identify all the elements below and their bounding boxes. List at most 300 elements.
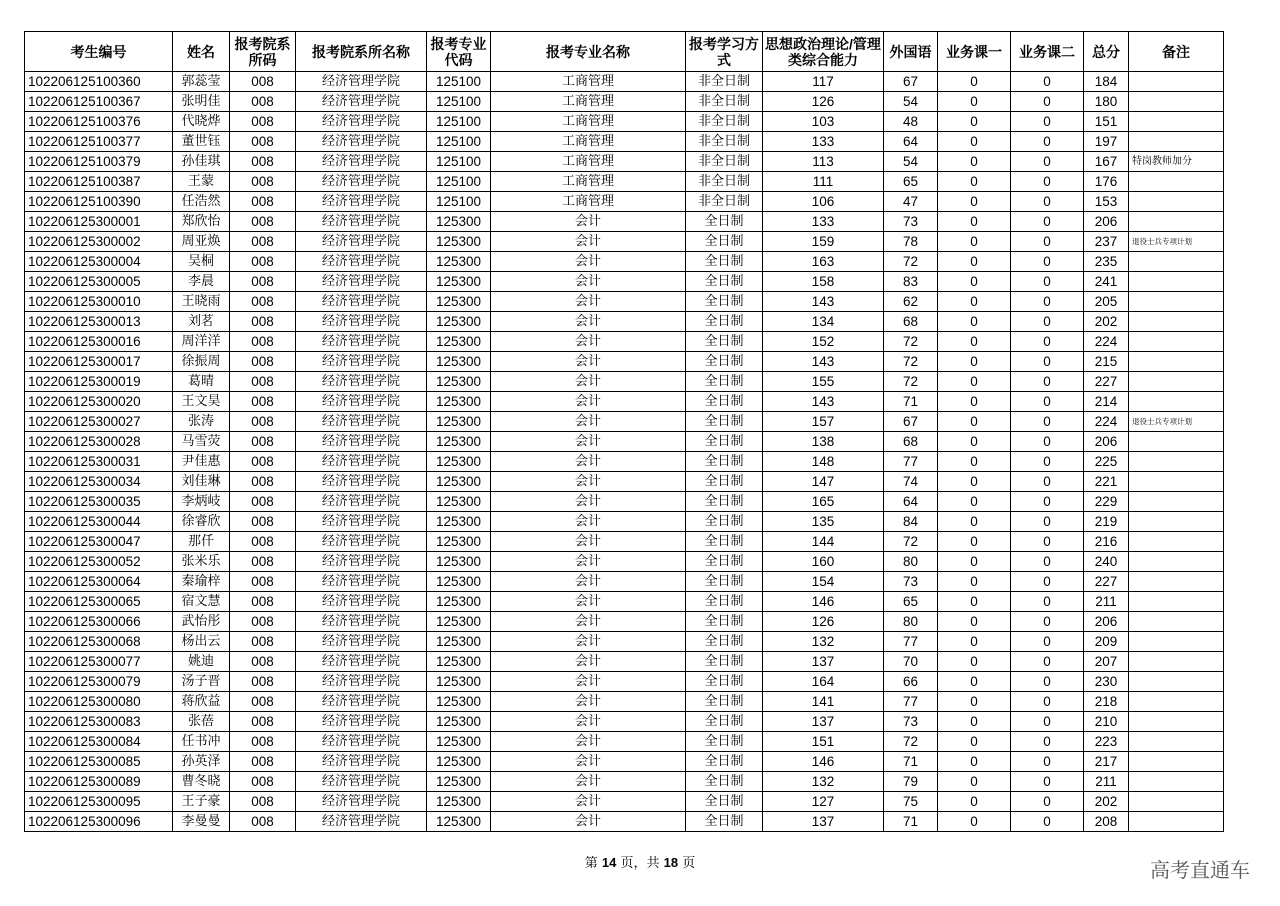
table-row [25, 152, 1224, 172]
cell-name: 马雪荧 [173, 432, 230, 452]
cell-total-score: 202 [1084, 792, 1129, 812]
cell-exam-id: 102206125300016 [25, 332, 173, 352]
footer-suffix: 页 [678, 856, 696, 871]
cell-course-one-score: 0 [938, 692, 1011, 712]
cell-exam-id: 102206125300065 [25, 592, 173, 612]
cell-major-code: 125300 [427, 792, 491, 812]
cell-major-name: 工商管理 [491, 172, 686, 192]
cell-politics-score: 143 [763, 392, 884, 412]
cell-foreign-language-score: 71 [884, 392, 938, 412]
cell-foreign-language-score: 77 [884, 452, 938, 472]
table-row [25, 392, 1224, 412]
cell-total-score: 227 [1084, 572, 1129, 592]
cell-exam-id: 102206125300017 [25, 352, 173, 372]
cell-politics-score: 127 [763, 792, 884, 812]
cell-total-score: 197 [1084, 132, 1129, 152]
cell-total-score: 211 [1084, 592, 1129, 612]
cell-major-name: 工商管理 [491, 92, 686, 112]
cell-dept-code: 008 [230, 212, 296, 232]
cell-course-one-score: 0 [938, 92, 1011, 112]
cell-foreign-language-score: 65 [884, 592, 938, 612]
cell-foreign-language-score: 73 [884, 712, 938, 732]
cell-politics-score: 159 [763, 232, 884, 252]
cell-exam-id: 102206125100376 [25, 112, 173, 132]
cell-dept-code: 008 [230, 652, 296, 672]
cell-major-name: 工商管理 [491, 132, 686, 152]
cell-remarks [1129, 192, 1224, 212]
cell-politics-score: 138 [763, 432, 884, 452]
table-row [25, 712, 1224, 732]
cell-course-one-score: 0 [938, 232, 1011, 252]
cell-major-code: 125300 [427, 572, 491, 592]
cell-dept-name: 经济管理学院 [296, 572, 427, 592]
cell-foreign-language-score: 77 [884, 692, 938, 712]
col-header-course-one: 业务课一 [938, 32, 1011, 72]
cell-course-two-score: 0 [1011, 412, 1084, 432]
cell-name: 张蓓 [173, 712, 230, 732]
cell-course-two-score: 0 [1011, 512, 1084, 532]
cell-dept-name: 经济管理学院 [296, 112, 427, 132]
cell-politics-score: 134 [763, 312, 884, 332]
cell-major-code: 125300 [427, 612, 491, 632]
cell-name: 张米乐 [173, 552, 230, 572]
cell-total-score: 221 [1084, 472, 1129, 492]
cell-major-code: 125300 [427, 412, 491, 432]
cell-name: 王子豪 [173, 792, 230, 812]
cell-course-two-score: 0 [1011, 532, 1084, 552]
cell-dept-name: 经济管理学院 [296, 632, 427, 652]
cell-total-score: 202 [1084, 312, 1129, 332]
cell-exam-id: 102206125100390 [25, 192, 173, 212]
cell-study-mode: 全日制 [686, 372, 763, 392]
cell-name: 郑欣怡 [173, 212, 230, 232]
cell-remarks [1129, 492, 1224, 512]
cell-dept-name: 经济管理学院 [296, 612, 427, 632]
cell-course-two-score: 0 [1011, 292, 1084, 312]
cell-major-name: 会计 [491, 332, 686, 352]
cell-name: 葛晴 [173, 372, 230, 392]
cell-course-one-score: 0 [938, 432, 1011, 452]
cell-course-one-score: 0 [938, 772, 1011, 792]
table-row [25, 372, 1224, 392]
footer-prefix: 第 [584, 856, 602, 871]
total-pages-number: 18 [663, 855, 679, 870]
cell-study-mode: 全日制 [686, 632, 763, 652]
cell-dept-name: 经济管理学院 [296, 492, 427, 512]
cell-dept-code: 008 [230, 252, 296, 272]
cell-remarks [1129, 92, 1224, 112]
cell-remarks [1129, 712, 1224, 732]
col-header-dept-name: 报考院系所名称 [296, 32, 427, 72]
col-header-dept-code: 报考院系所码 [230, 32, 296, 72]
cell-exam-id: 102206125300047 [25, 532, 173, 552]
table-row [25, 572, 1224, 592]
cell-dept-code: 008 [230, 712, 296, 732]
table-row [25, 432, 1224, 452]
cell-course-one-score: 0 [938, 352, 1011, 372]
cell-name: 张涛 [173, 412, 230, 432]
cell-politics-score: 137 [763, 812, 884, 832]
cell-dept-name: 经济管理学院 [296, 752, 427, 772]
cell-course-one-score: 0 [938, 372, 1011, 392]
cell-remarks [1129, 552, 1224, 572]
cell-dept-name: 经济管理学院 [296, 292, 427, 312]
cell-major-name: 工商管理 [491, 192, 686, 212]
cell-exam-id: 102206125300064 [25, 572, 173, 592]
cell-course-two-score: 0 [1011, 492, 1084, 512]
cell-study-mode: 非全日制 [686, 192, 763, 212]
cell-study-mode: 全日制 [686, 452, 763, 472]
cell-dept-name: 经济管理学院 [296, 212, 427, 232]
cell-major-code: 125300 [427, 732, 491, 752]
cell-major-name: 会计 [491, 692, 686, 712]
cell-exam-id: 102206125300004 [25, 252, 173, 272]
cell-politics-score: 148 [763, 452, 884, 472]
cell-exam-id: 102206125300077 [25, 652, 173, 672]
cell-course-one-score: 0 [938, 672, 1011, 692]
cell-major-code: 125300 [427, 512, 491, 532]
cell-remarks [1129, 432, 1224, 452]
cell-foreign-language-score: 54 [884, 152, 938, 172]
cell-study-mode: 非全日制 [686, 172, 763, 192]
cell-remarks: 退役士兵专项计划 [1129, 232, 1224, 252]
cell-course-two-score: 0 [1011, 432, 1084, 452]
cell-exam-id: 102206125300080 [25, 692, 173, 712]
cell-dept-code: 008 [230, 372, 296, 392]
cell-major-code: 125300 [427, 372, 491, 392]
cell-course-two-score: 0 [1011, 752, 1084, 772]
cell-name: 李炳岐 [173, 492, 230, 512]
cell-dept-name: 经济管理学院 [296, 272, 427, 292]
cell-exam-id: 102206125300083 [25, 712, 173, 732]
cell-dept-code: 008 [230, 672, 296, 692]
cell-major-code: 125300 [427, 592, 491, 612]
cell-politics-score: 160 [763, 552, 884, 572]
cell-course-one-score: 0 [938, 72, 1011, 92]
cell-major-name: 会计 [491, 472, 686, 492]
cell-name: 刘茗 [173, 312, 230, 332]
cell-dept-name: 经济管理学院 [296, 352, 427, 372]
cell-dept-code: 008 [230, 472, 296, 492]
table-row [25, 752, 1224, 772]
cell-name: 张明佳 [173, 92, 230, 112]
cell-foreign-language-score: 83 [884, 272, 938, 292]
cell-course-one-score: 0 [938, 572, 1011, 592]
cell-study-mode: 全日制 [686, 812, 763, 832]
cell-course-one-score: 0 [938, 272, 1011, 292]
cell-major-code: 125300 [427, 252, 491, 272]
cell-total-score: 215 [1084, 352, 1129, 372]
cell-name: 武怡彤 [173, 612, 230, 632]
score-table [24, 31, 1224, 832]
cell-total-score: 208 [1084, 812, 1129, 832]
cell-total-score: 205 [1084, 292, 1129, 312]
cell-total-score: 216 [1084, 532, 1129, 552]
cell-dept-name: 经济管理学院 [296, 72, 427, 92]
table-row [25, 812, 1224, 832]
cell-politics-score: 154 [763, 572, 884, 592]
cell-study-mode: 全日制 [686, 772, 763, 792]
cell-foreign-language-score: 73 [884, 572, 938, 592]
cell-course-two-score: 0 [1011, 692, 1084, 712]
cell-course-two-score: 0 [1011, 232, 1084, 252]
cell-study-mode: 全日制 [686, 692, 763, 712]
cell-dept-code: 008 [230, 132, 296, 152]
cell-course-two-score: 0 [1011, 632, 1084, 652]
cell-course-one-score: 0 [938, 132, 1011, 152]
cell-remarks [1129, 312, 1224, 332]
cell-foreign-language-score: 47 [884, 192, 938, 212]
cell-remarks [1129, 72, 1224, 92]
cell-exam-id: 102206125100367 [25, 92, 173, 112]
cell-foreign-language-score: 73 [884, 212, 938, 232]
cell-exam-id: 102206125300028 [25, 432, 173, 452]
cell-dept-name: 经济管理学院 [296, 432, 427, 452]
cell-exam-id: 102206125300084 [25, 732, 173, 752]
cell-foreign-language-score: 68 [884, 432, 938, 452]
page-footer [0, 852, 1280, 871]
cell-remarks [1129, 112, 1224, 132]
cell-dept-code: 008 [230, 72, 296, 92]
cell-dept-code: 008 [230, 492, 296, 512]
cell-total-score: 176 [1084, 172, 1129, 192]
cell-total-score: 241 [1084, 272, 1129, 292]
table-row [25, 632, 1224, 652]
table-row [25, 652, 1224, 672]
cell-dept-code: 008 [230, 592, 296, 612]
cell-major-name: 会计 [491, 212, 686, 232]
cell-politics-score: 132 [763, 772, 884, 792]
cell-remarks: 退役士兵专项计划 [1129, 412, 1224, 432]
cell-major-name: 会计 [491, 792, 686, 812]
cell-course-one-score: 0 [938, 152, 1011, 172]
cell-dept-name: 经济管理学院 [296, 372, 427, 392]
cell-study-mode: 全日制 [686, 412, 763, 432]
cell-exam-id: 102206125300079 [25, 672, 173, 692]
cell-foreign-language-score: 84 [884, 512, 938, 532]
cell-dept-name: 经济管理学院 [296, 732, 427, 752]
cell-foreign-language-score: 64 [884, 132, 938, 152]
cell-politics-score: 144 [763, 532, 884, 552]
cell-total-score: 206 [1084, 432, 1129, 452]
cell-major-name: 会计 [491, 372, 686, 392]
cell-study-mode: 非全日制 [686, 132, 763, 152]
cell-total-score: 167 [1084, 152, 1129, 172]
cell-foreign-language-score: 80 [884, 552, 938, 572]
cell-dept-code: 008 [230, 332, 296, 352]
cell-major-name: 会计 [491, 612, 686, 632]
cell-course-two-score: 0 [1011, 92, 1084, 112]
col-header-study-mode: 报考学习方式 [686, 32, 763, 72]
cell-dept-name: 经济管理学院 [296, 712, 427, 732]
cell-total-score: 211 [1084, 772, 1129, 792]
cell-major-name: 会计 [491, 392, 686, 412]
cell-major-name: 会计 [491, 672, 686, 692]
cell-name: 曹冬晓 [173, 772, 230, 792]
cell-remarks [1129, 332, 1224, 352]
table-row [25, 592, 1224, 612]
cell-major-name: 会计 [491, 572, 686, 592]
cell-name: 姚迪 [173, 652, 230, 672]
cell-study-mode: 全日制 [686, 672, 763, 692]
cell-study-mode: 全日制 [686, 392, 763, 412]
header-row [25, 32, 1224, 72]
cell-exam-id: 102206125300010 [25, 292, 173, 312]
cell-major-code: 125300 [427, 772, 491, 792]
cell-major-name: 会计 [491, 492, 686, 512]
cell-remarks [1129, 792, 1224, 812]
cell-study-mode: 非全日制 [686, 72, 763, 92]
cell-study-mode: 全日制 [686, 612, 763, 632]
cell-politics-score: 132 [763, 632, 884, 652]
cell-politics-score: 146 [763, 592, 884, 612]
cell-dept-name: 经济管理学院 [296, 452, 427, 472]
cell-course-two-score: 0 [1011, 792, 1084, 812]
cell-course-two-score: 0 [1011, 472, 1084, 492]
cell-major-name: 会计 [491, 452, 686, 472]
cell-major-code: 125100 [427, 192, 491, 212]
cell-foreign-language-score: 74 [884, 472, 938, 492]
cell-politics-score: 137 [763, 712, 884, 732]
cell-study-mode: 全日制 [686, 652, 763, 672]
cell-remarks [1129, 772, 1224, 792]
table-row [25, 452, 1224, 472]
cell-major-name: 会计 [491, 592, 686, 612]
cell-major-code: 125100 [427, 152, 491, 172]
cell-study-mode: 全日制 [686, 732, 763, 752]
cell-major-name: 会计 [491, 432, 686, 452]
cell-course-one-score: 0 [938, 252, 1011, 272]
cell-total-score: 151 [1084, 112, 1129, 132]
table-row [25, 532, 1224, 552]
table-row [25, 92, 1224, 112]
cell-major-name: 会计 [491, 652, 686, 672]
cell-course-two-score: 0 [1011, 552, 1084, 572]
col-header-remarks: 备注 [1129, 32, 1224, 72]
cell-foreign-language-score: 72 [884, 252, 938, 272]
cell-politics-score: 106 [763, 192, 884, 212]
cell-name: 蒋欣益 [173, 692, 230, 712]
cell-major-name: 会计 [491, 272, 686, 292]
cell-dept-code: 008 [230, 112, 296, 132]
cell-dept-code: 008 [230, 352, 296, 372]
cell-major-code: 125300 [427, 672, 491, 692]
cell-name: 任书冲 [173, 732, 230, 752]
cell-course-two-score: 0 [1011, 572, 1084, 592]
table-row [25, 292, 1224, 312]
cell-study-mode: 全日制 [686, 592, 763, 612]
cell-politics-score: 143 [763, 292, 884, 312]
cell-major-code: 125300 [427, 312, 491, 332]
cell-remarks [1129, 752, 1224, 772]
cell-dept-name: 经济管理学院 [296, 412, 427, 432]
cell-exam-id: 102206125300035 [25, 492, 173, 512]
cell-course-two-score: 0 [1011, 812, 1084, 832]
cell-total-score: 207 [1084, 652, 1129, 672]
cell-dept-name: 经济管理学院 [296, 192, 427, 212]
cell-course-one-score: 0 [938, 632, 1011, 652]
current-page-number: 14 [601, 855, 617, 870]
cell-remarks [1129, 692, 1224, 712]
cell-foreign-language-score: 79 [884, 772, 938, 792]
table-row [25, 472, 1224, 492]
cell-total-score: 206 [1084, 612, 1129, 632]
cell-major-code: 125300 [427, 232, 491, 252]
table-row [25, 792, 1224, 812]
cell-dept-name: 经济管理学院 [296, 512, 427, 532]
cell-name: 孙英泽 [173, 752, 230, 772]
cell-total-score: 224 [1084, 412, 1129, 432]
cell-dept-code: 008 [230, 632, 296, 652]
cell-dept-name: 经济管理学院 [296, 472, 427, 492]
score-table-container [24, 31, 1224, 832]
cell-course-two-score: 0 [1011, 72, 1084, 92]
cell-dept-name: 经济管理学院 [296, 392, 427, 412]
table-row [25, 172, 1224, 192]
cell-exam-id: 102206125100360 [25, 72, 173, 92]
cell-remarks [1129, 612, 1224, 632]
table-row [25, 112, 1224, 132]
cell-course-two-score: 0 [1011, 672, 1084, 692]
cell-course-one-score: 0 [938, 552, 1011, 572]
cell-foreign-language-score: 64 [884, 492, 938, 512]
cell-course-one-score: 0 [938, 212, 1011, 232]
cell-course-one-score: 0 [938, 812, 1011, 832]
cell-study-mode: 全日制 [686, 532, 763, 552]
cell-politics-score: 163 [763, 252, 884, 272]
cell-dept-code: 008 [230, 572, 296, 592]
cell-study-mode: 全日制 [686, 312, 763, 332]
cell-name: 周亚焕 [173, 232, 230, 252]
cell-study-mode: 全日制 [686, 272, 763, 292]
cell-course-two-score: 0 [1011, 272, 1084, 292]
cell-major-name: 工商管理 [491, 72, 686, 92]
cell-remarks [1129, 572, 1224, 592]
cell-dept-code: 008 [230, 92, 296, 112]
cell-dept-code: 008 [230, 792, 296, 812]
table-row [25, 252, 1224, 272]
cell-name: 宿文慧 [173, 592, 230, 612]
cell-remarks [1129, 292, 1224, 312]
cell-major-code: 125300 [427, 352, 491, 372]
cell-study-mode: 非全日制 [686, 152, 763, 172]
cell-total-score: 230 [1084, 672, 1129, 692]
table-row [25, 212, 1224, 232]
cell-course-two-score: 0 [1011, 652, 1084, 672]
cell-exam-id: 102206125300013 [25, 312, 173, 332]
cell-name: 郭蕊莹 [173, 72, 230, 92]
cell-major-code: 125300 [427, 752, 491, 772]
cell-exam-id: 102206125300068 [25, 632, 173, 652]
cell-study-mode: 全日制 [686, 472, 763, 492]
cell-course-one-score: 0 [938, 712, 1011, 732]
cell-dept-name: 经济管理学院 [296, 772, 427, 792]
cell-course-one-score: 0 [938, 312, 1011, 332]
cell-dept-name: 经济管理学院 [296, 812, 427, 832]
cell-politics-score: 113 [763, 152, 884, 172]
cell-exam-id: 102206125300044 [25, 512, 173, 532]
cell-course-one-score: 0 [938, 192, 1011, 212]
cell-dept-code: 008 [230, 272, 296, 292]
cell-foreign-language-score: 48 [884, 112, 938, 132]
cell-remarks [1129, 732, 1224, 752]
cell-dept-name: 经济管理学院 [296, 252, 427, 272]
cell-major-name: 会计 [491, 772, 686, 792]
cell-foreign-language-score: 67 [884, 72, 938, 92]
cell-dept-name: 经济管理学院 [296, 532, 427, 552]
cell-dept-name: 经济管理学院 [296, 92, 427, 112]
cell-remarks [1129, 272, 1224, 292]
